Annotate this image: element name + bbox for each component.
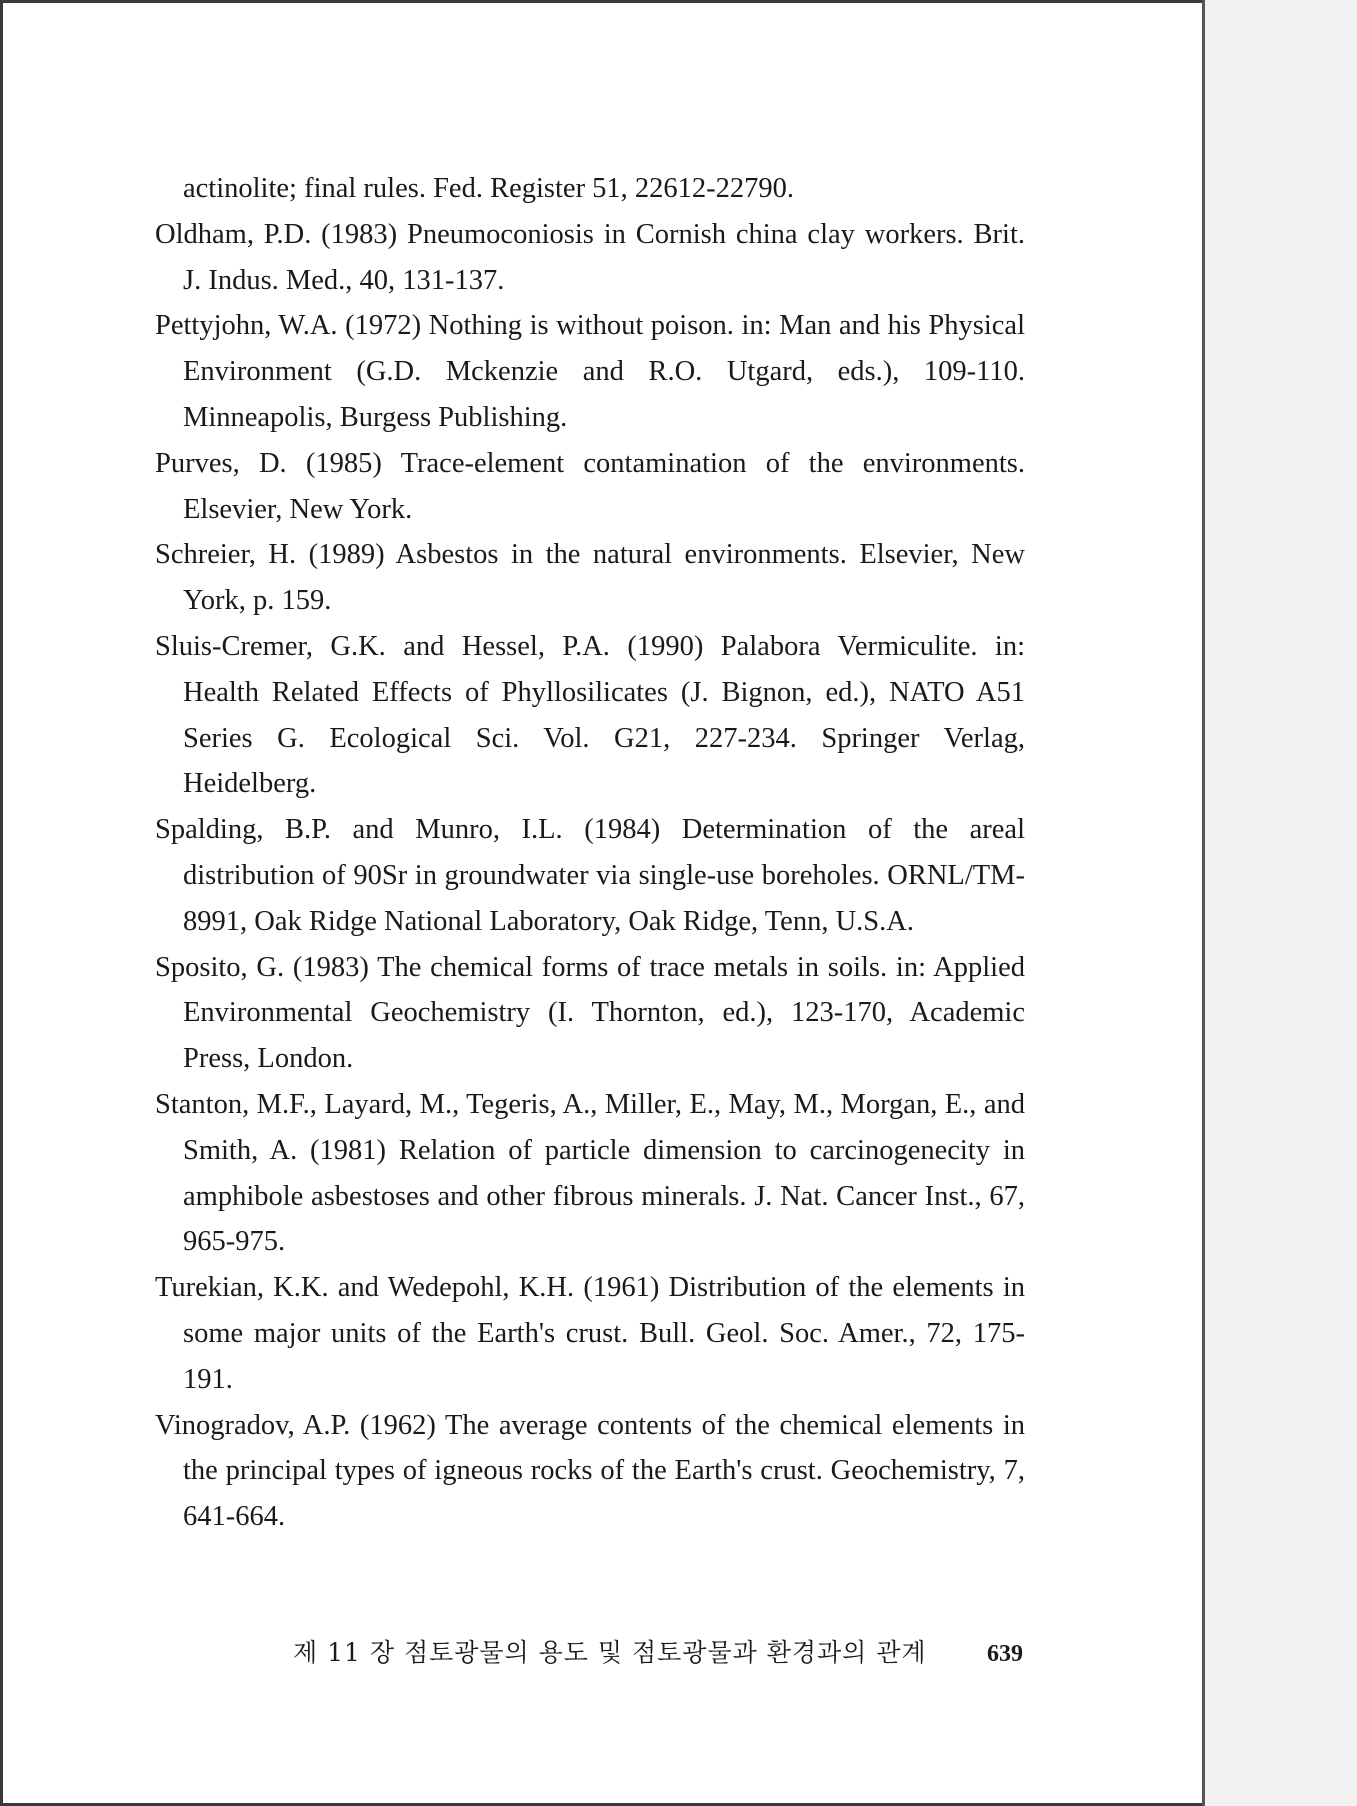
reference-entry: Sposito, G. (1983) The chemical forms of trace metals in soils. in: Applied Environmental Geochemistry (I. Thornton, ed.), 123-170, Academic Press, London.: [155, 951, 1025, 1075]
page-number: 639: [987, 1641, 1023, 1667]
reference-entry: actinolite; final rules. Fed. Register 51, 22612-22790.: [183, 173, 795, 204]
chapter-title: 제 11 장 점토광물의 용도 및 점토광물과 환경과의 관계: [293, 1638, 927, 1667]
reference-entry: Pettyjohn, W.A. (1972) Nothing is without poison. in: Man and his Physical Environment (G.D. Mckenzie and R.O. Utgard, eds.), 109-110. Minneapolis, Burgess Publishing.: [155, 310, 1025, 433]
viewer-background: [1205, 0, 1357, 1806]
reference-entry: Turekian, K.K. and Wedepohl, K.H. (1961) Distribution of the elements in some major units of the Earth's crust. Bull. Geol. Soc. Amer., 72, 175-191.: [155, 1272, 1025, 1395]
reference-entry: Purves, D. (1985) Trace-element contamination of the environments. Elsevier, New York.: [155, 447, 1025, 525]
reference-entry: Sluis-Cremer, G.K. and Hessel, P.A. (1990) Palabora Vermiculite. in: Health Related Effects of Phyllosilicates (J. Bignon, ed.), NATO A51 Series G. Ecological Sci. Vol. G21, 227-234. Springer Verlag, Heidelberg.: [155, 630, 1025, 800]
page-footer: [293, 1633, 1023, 1669]
reference-entry: Spalding, B.P. and Munro, I.L. (1984) Determination of the areal distribution of 90Sr in groundwater via single-use boreholes. ORNL/TM-8991, Oak Ridge National Laboratory, Oak Ridge, Tenn, U.S.A.: [155, 814, 1025, 937]
reference-entry: Schreier, H. (1989) Asbestos in the natural environments. Elsevier, New York, p. 159.: [155, 539, 1025, 617]
reference-entry: Stanton, M.F., Layard, M., Tegeris, A., Miller, E., May, M., Morgan, E., and Smith, A. (1981) Relation of particle dimension to carcinogenecity in amphibole asbestoses and other fibrous minerals. J. Nat. Cancer Inst., 67, 965-975.: [155, 1088, 1025, 1258]
reference-list: [155, 166, 1025, 1540]
reference-entry: Oldham, P.D. (1983) Pneumoconiosis in Cornish china clay workers. Brit. J. Indus. Med., 40, 131-137.: [155, 218, 1025, 296]
reference-entry: Vinogradov, A.P. (1962) The average contents of the chemical elements in the principal types of igneous rocks of the Earth's crust. Geochemistry, 7, 641-664.: [155, 1409, 1025, 1533]
